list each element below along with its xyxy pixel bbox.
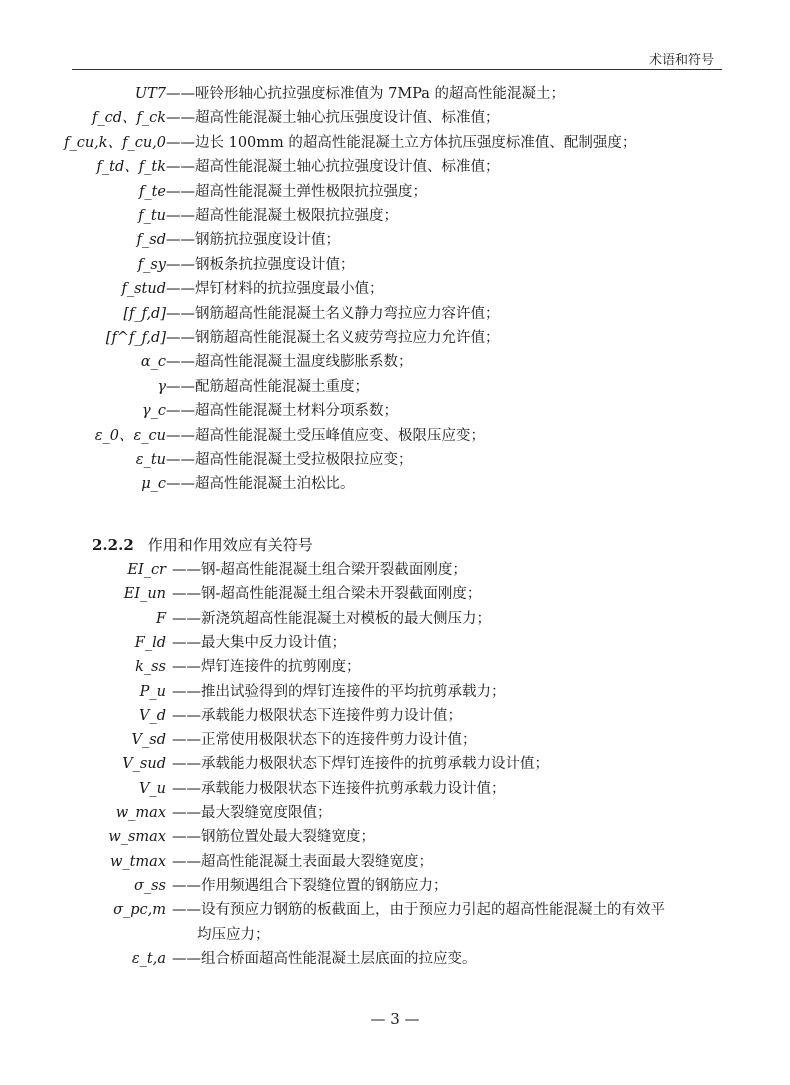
symbol: EI_cr <box>127 562 166 578</box>
symbol: P_u <box>139 683 166 700</box>
symbol-description: ——钢板条抗拉强度设计值； <box>166 256 355 273</box>
symbol-description: ——超高性能混凝土受拉极限拉应变； <box>166 452 413 468</box>
symbol-entry <box>0 399 790 423</box>
symbol-entry <box>0 850 790 874</box>
symbol: ε_t,a <box>131 950 166 967</box>
symbol-entry <box>0 801 790 825</box>
symbol: f_sd <box>136 232 166 249</box>
symbol: σ_ss <box>133 877 166 894</box>
symbol: w_smax <box>108 829 166 846</box>
symbol-entry <box>0 448 790 472</box>
symbol: V_u <box>138 780 166 797</box>
symbol-description: ——钢-超高性能混凝土组合梁未开裂截面刚度； <box>172 586 482 603</box>
symbol-description: ——作用频遇组合下裂缝位置的钢筋应力； <box>172 877 448 894</box>
symbol-entry <box>0 607 790 631</box>
symbol-description: ——承载能力极限状态下焊钉连接件的抗剪承载力设计值； <box>172 756 549 773</box>
symbol: σ_pc,m <box>113 902 166 919</box>
page-number: — 3 — <box>370 1010 420 1028</box>
symbol-description: ——设有预应力钢筋的板截面上，由于预应力引起的超高性能混凝土的有效平 <box>172 902 665 919</box>
symbol-entry <box>0 923 790 947</box>
symbol-description: ——超高性能混凝土表面最大裂缝宽度； <box>172 853 433 870</box>
symbol-entry <box>0 106 790 130</box>
symbol-entry <box>0 752 790 776</box>
section-heading <box>92 534 313 555</box>
symbol-entry <box>0 777 790 801</box>
symbol: F_ld <box>134 634 166 651</box>
symbol: w_max <box>115 805 166 821</box>
symbol-description: ——最大集中反力设计值； <box>172 634 346 651</box>
symbol-description: ——哑铃形轴心抗拉强度标准值为 7MPa 的超高性能混凝土； <box>166 86 566 102</box>
symbol-description: ——钢筋超高性能混凝土名义疲劳弯拉应力允许值； <box>166 330 500 346</box>
symbol-entry <box>0 180 790 204</box>
symbol-entry <box>0 825 790 849</box>
symbol: ε_tu <box>135 452 166 468</box>
symbol-description: ——推出试验得到的焊钉连接件的平均抗剪承载力； <box>172 683 506 700</box>
symbol-description: ——超高性能混凝土温度线膨胀系数； <box>166 354 413 371</box>
symbol-entry <box>0 558 790 582</box>
symbol-description: ——组合桥面超高性能混凝土层底面的拉应变。 <box>172 950 477 967</box>
symbol: V_sud <box>122 756 166 773</box>
symbol-entry <box>0 947 790 971</box>
symbol-entry <box>0 704 790 728</box>
section-number: 2.2.2 <box>92 536 134 554</box>
symbol-entry <box>0 131 790 155</box>
symbol-entry <box>0 631 790 655</box>
symbol: [f_f,d] <box>123 305 166 322</box>
symbol-entry <box>0 155 790 179</box>
symbol-entry <box>0 326 790 350</box>
symbol: α_c <box>140 354 166 371</box>
symbol: f_sy <box>137 256 166 273</box>
symbol-description: ——超高性能混凝土轴心抗拉强度设计值、标准值； <box>166 159 500 176</box>
symbol-entry <box>0 582 790 606</box>
symbol: f_td、f_tk <box>96 159 166 176</box>
symbol-description: ——承载能力极限状态下连接件剪力设计值； <box>172 707 462 724</box>
symbol: f_cu,k、f_cu,0 <box>64 134 166 151</box>
symbol-entry <box>0 898 790 922</box>
symbol: UT7 <box>134 86 166 102</box>
symbol-description: ——超高性能混凝土极限抗拉强度； <box>166 208 398 224</box>
chapter-title: 术语和符号 <box>648 53 714 68</box>
symbol-description: ——配筋超高性能混凝土重度； <box>166 378 369 395</box>
page-header <box>72 47 722 70</box>
symbol-description: ——新浇筑超高性能混凝土对模板的最大侧压力； <box>172 610 491 627</box>
symbol-description: ——超高性能混凝土弹性极限抗拉强度； <box>166 183 427 200</box>
symbol: [f^f_f,d] <box>105 330 166 346</box>
symbol-entry <box>0 302 790 326</box>
symbol-description: ——边长 100mm 的超高性能混凝土立方体抗压强度标准值、配制强度； <box>166 134 637 151</box>
symbol-description: 均压应力； <box>197 926 270 943</box>
symbol-description: ——钢筋位置处最大裂缝宽度； <box>172 829 375 846</box>
symbol-description: ——正常使用极限状态下的连接件剪力设计值； <box>172 732 477 749</box>
symbol: V_d <box>138 707 166 724</box>
symbol-description: ——超高性能混凝土泊松比。 <box>166 476 355 493</box>
symbol-description: ——钢-超高性能混凝土组合梁开裂截面刚度； <box>172 562 467 578</box>
symbol-entry <box>0 874 790 898</box>
symbol: γ_c <box>141 403 166 420</box>
symbol-description: ——钢筋超高性能混凝土名义静力弯拉应力容许值； <box>166 305 500 322</box>
symbol: F <box>155 610 166 627</box>
symbol-description: ——超高性能混凝土轴心抗压强度设计值、标准值； <box>166 110 500 127</box>
symbol: f_tu <box>138 208 166 224</box>
symbol: μ_c <box>141 476 166 493</box>
symbol-entry <box>0 253 790 277</box>
symbol-entry <box>0 655 790 679</box>
symbol: V_sd <box>131 732 166 749</box>
symbol-entry <box>0 424 790 448</box>
symbol-entry <box>0 375 790 399</box>
symbol-description: ——超高性能混凝土材料分项系数； <box>166 403 398 420</box>
symbol: k_ss <box>135 659 166 676</box>
symbol-entry <box>0 728 790 752</box>
symbol-entry <box>0 350 790 374</box>
section-title: 作用和作用效应有关符号 <box>147 536 313 554</box>
symbol: f_stud <box>121 281 166 298</box>
symbol-entry <box>0 204 790 228</box>
symbol-entry <box>0 82 790 106</box>
symbol-entry <box>0 228 790 252</box>
symbol-description: ——承载能力极限状态下连接件抗剪承载力设计值； <box>172 780 506 797</box>
symbol-entry <box>0 277 790 301</box>
symbol-description: ——焊钉材料的抗拉强度最小值； <box>166 281 384 298</box>
symbol-entry <box>0 680 790 704</box>
symbol: EI_un <box>123 586 166 603</box>
symbol: f_cd、f_ck <box>91 110 166 127</box>
symbol-description: ——焊钉连接件的抗剪刚度； <box>172 659 361 676</box>
symbol-description: ——最大裂缝宽度限值； <box>172 805 332 821</box>
symbol: w_tmax <box>109 853 166 870</box>
symbol-description: ——超高性能混凝土受压峰值应变、极限压应变； <box>166 427 485 444</box>
symbol: f_te <box>138 183 166 200</box>
symbol-description: ——钢筋抗拉强度设计值； <box>166 232 340 249</box>
symbol: ε_0、ε_cu <box>94 427 166 444</box>
symbol-entry <box>0 472 790 496</box>
symbol: γ <box>157 378 166 395</box>
